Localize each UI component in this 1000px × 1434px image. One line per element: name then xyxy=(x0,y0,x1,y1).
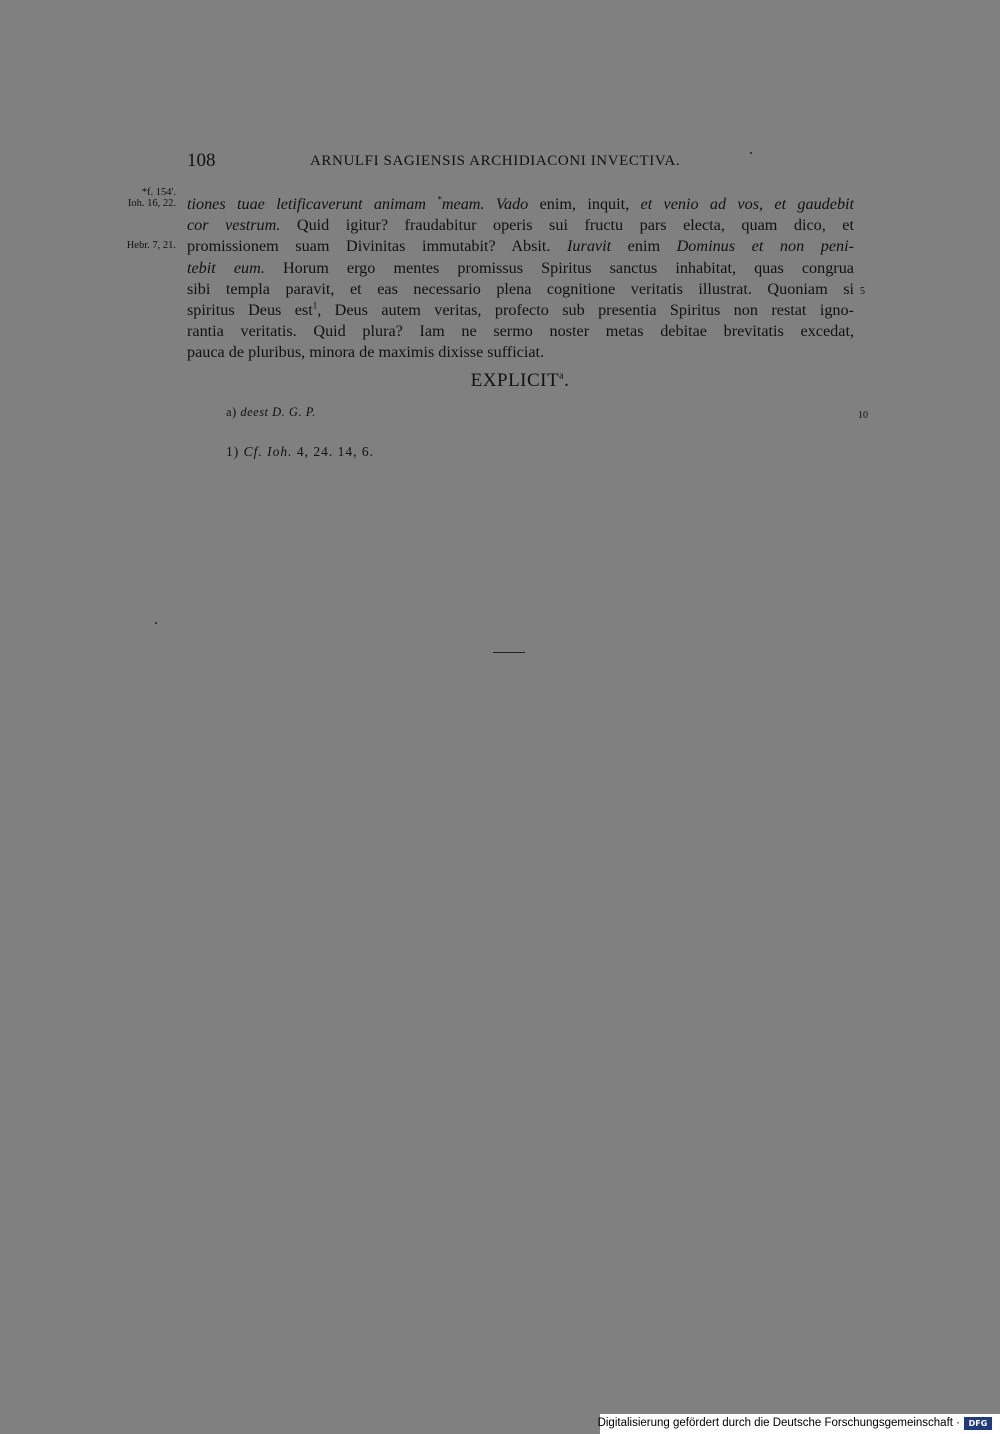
body-line-8: pauca de pluribus, minora de maximis dixisse sufficiat. xyxy=(187,343,545,361)
body-line-4 xyxy=(187,260,854,276)
body-italic: cor vestrum. xyxy=(187,216,281,234)
funding-note: Digitalisierung gefördert durch die Deutsche Forschungsgemeinschaft · xyxy=(597,1417,960,1429)
running-title: ARNULFI SAGIENSIS ARCHIDIACONI INVECTIVA. xyxy=(310,153,681,169)
body-italic: meam. xyxy=(441,195,485,213)
body-italic: Iuravit xyxy=(567,237,612,255)
body-italic: et venio ad vos, et gaudebit xyxy=(640,195,855,213)
explicit-mark: a xyxy=(559,370,565,382)
margin-note-hebr: Hebr. 7, 21. xyxy=(126,240,176,251)
body-italic: tebit eum. xyxy=(187,259,265,277)
footnote-1-cf: Cf. Ioh. xyxy=(243,444,293,459)
footnote-1 xyxy=(226,444,374,460)
scan-speck xyxy=(750,152,752,154)
body-italic: Dominus et non peni- xyxy=(676,237,854,255)
page-number: 108 xyxy=(187,150,216,171)
footnote-1-label: 1) xyxy=(226,444,240,459)
margin-note-folio: *f. 154'. xyxy=(141,187,176,198)
body-line-3 xyxy=(187,238,854,254)
body-roman: enim xyxy=(611,237,677,255)
margin-note-ioh: Ioh. 16, 22. xyxy=(127,198,176,209)
explicit-period: . xyxy=(564,370,570,391)
line-number-5: 5 xyxy=(860,286,865,297)
body-roman: Horum ergo mentes promissus Spiritus sanctus inhabitat, quas congrua xyxy=(264,259,854,277)
scan-speck xyxy=(155,622,157,624)
body-roman: Quid igitur? fraudabitur operis sui fructu pars electa, quam dico, et xyxy=(280,216,854,234)
body-italic: Vado xyxy=(495,195,529,213)
body-line-6 xyxy=(187,302,854,318)
body-roman: spiritus Deus est xyxy=(187,301,313,319)
footnote-ref-1: 1 xyxy=(312,300,318,311)
scan-dash xyxy=(493,652,525,653)
explicit-text: EXPLICIT xyxy=(470,370,560,391)
dfg-logo: DFG xyxy=(964,1417,992,1430)
line-number-10: 10 xyxy=(858,410,868,421)
body-line-1 xyxy=(187,196,854,212)
body-line-7: rantia veritatis. Quid plura? Iam ne sermo noster metas debitae brevitatis excedat, xyxy=(187,322,854,340)
body-roman: promissionem suam Divinitas immutabit? Absit. xyxy=(187,237,568,255)
footnote-a xyxy=(226,405,316,420)
body-line-2 xyxy=(187,217,854,233)
folio-mark: * xyxy=(437,194,442,205)
body-line-5: sibi templa paravit, et eas necessario plena cognitione veritatis illustrat. Quoniam si xyxy=(187,280,854,298)
body-roman: , Deus autem veritas, profecto sub presentia Spiritus non restat igno- xyxy=(317,301,854,319)
body-roman: enim, inquit, xyxy=(528,195,641,213)
body-italic: tiones tuae letificaverunt animam xyxy=(187,195,426,213)
footnote-a-label: a) xyxy=(226,405,237,419)
footnote-a-text: deest D. G. P. xyxy=(240,405,316,419)
footnote-1-refs: 4, 24. 14, 6. xyxy=(296,444,375,459)
explicit-heading xyxy=(0,370,1000,392)
